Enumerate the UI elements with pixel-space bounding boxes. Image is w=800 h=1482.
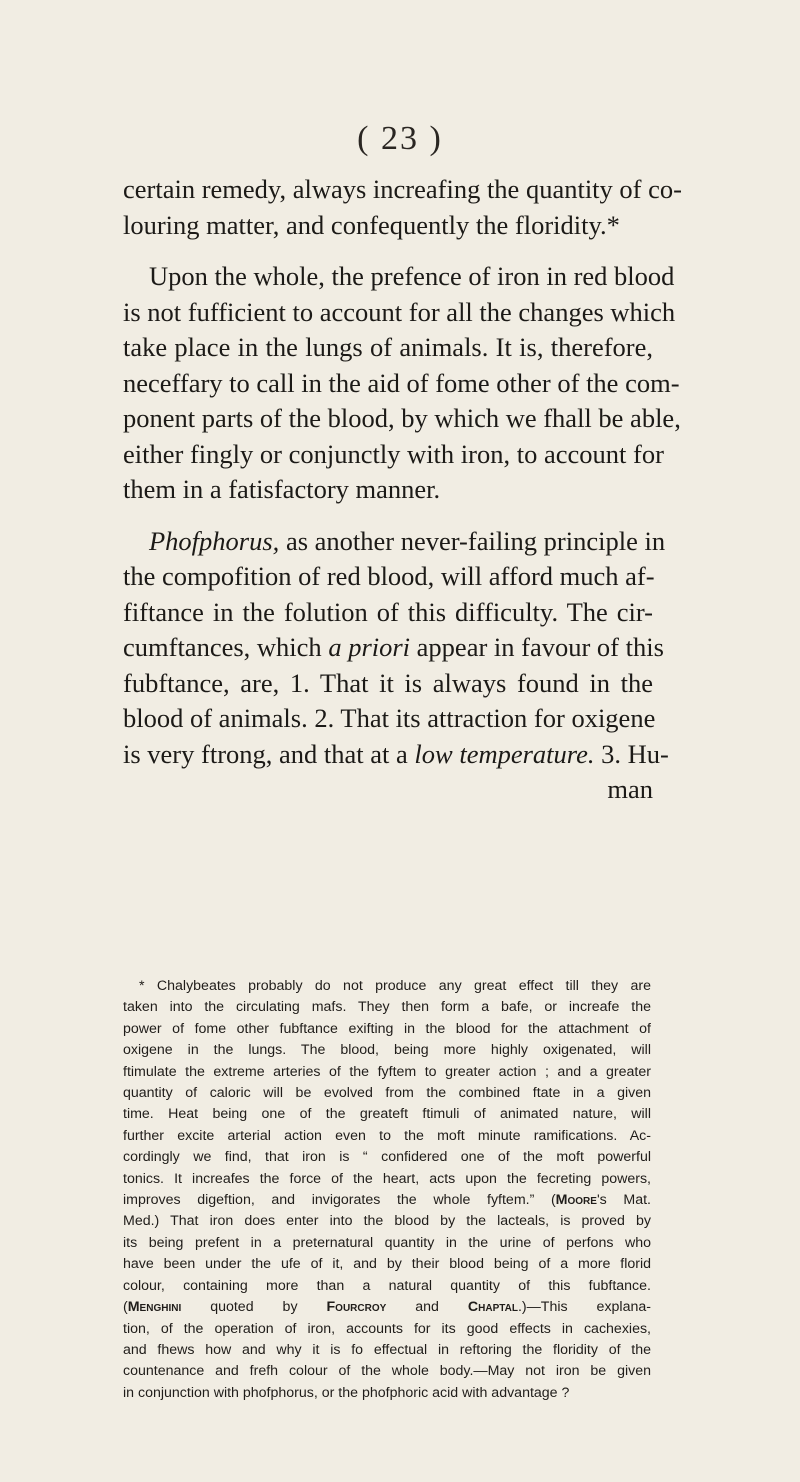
footnote-line: countenance and frefh colour of the whole body.—May not iron be given [123, 1363, 651, 1380]
text-line: them in a fatisfactory manner. [123, 474, 441, 504]
author-name: Fourcroy [326, 1299, 387, 1316]
text-line: cumftances, which a priori appear in favour of this [123, 632, 664, 662]
text-line: fiftance in the folution of this difficulty. The cir- [123, 596, 653, 627]
footnote-line: cordingly we find, that iron is “ confidered one of the moft powerful [123, 1149, 651, 1166]
text-line: Upon the whole, the prefence of iron in red blood [149, 261, 675, 291]
footnote [123, 976, 651, 1404]
footnote-line: oxigene in the lungs. The blood, being more highly oxigenated, will [123, 1042, 651, 1059]
footnote-line: Med.) That iron does enter into the blood by the lacteals, is proved by [123, 1213, 651, 1230]
footnote-line: ftimulate the extreme arteries of the fyftem to greater action ; and a greater [123, 1063, 651, 1080]
text-line: Phofphorus, as another never-failing principle in [149, 525, 666, 556]
text-line: certain remedy, always increafing the quantity of co- [123, 174, 682, 204]
italic-term: Phofphorus, [149, 525, 280, 556]
page-number: ( 23 ) [357, 120, 443, 157]
footnote-line: improves digeftion, and invigorates the whole fyftem.” (Moore's Mat. [123, 1192, 651, 1209]
text-line: ponent parts of the blood, by which we fhall be able, [123, 403, 681, 433]
footnote-line: its being prefent in a preternatural quantity in the urine of perfons who [123, 1234, 651, 1251]
footnote-line: * Chalybeates probably do not produce any great effect till they are [139, 978, 651, 994]
footnote-line: tonics. It increafes the force of the heart, acts upon the fecreting powers, [123, 1170, 651, 1187]
main-text [123, 172, 682, 808]
footnote-line: power of fome other fubftance exifting in the blood for the attachment of [123, 1020, 651, 1037]
text-line: louring matter, and confequently the floridity.* [123, 209, 620, 240]
text-line: neceffary to call in the aid of fome other of the com- [123, 367, 680, 398]
footnote-line: in conjunction with phofphorus, or the phofphoric acid with advantage ? [123, 1384, 570, 1401]
italic-term: low temperature. [414, 738, 595, 769]
italic-term: a priori [328, 632, 411, 662]
text-line: is very ftrong, and that at a low temperature. 3. Hu- [123, 738, 669, 769]
catchword: man [607, 774, 653, 804]
footnote-line: taken into the circulating mafs. They then form a bafe, or increafe the [123, 999, 651, 1016]
footnote-line: have been under the ufe of it, and by their blood being of a more florid [123, 1256, 651, 1273]
text-line: either fingly or conjunctly with iron, to account for [123, 438, 664, 469]
footnote-line: tion, of the operation of iron, accounts for its good effects in cachexies, [123, 1320, 651, 1337]
author-name: Menghini [127, 1299, 182, 1316]
footnote-line: colour, containing more than a natural quantity of this fubftance. [123, 1277, 651, 1294]
text-line: the compofition of red blood, will afford much af- [123, 561, 655, 591]
text-line: blood of animals. 2. That its attraction for oxigene [123, 703, 656, 733]
footnote-line: further excite arterial action even to the moft minute ramifications. Ac- [123, 1127, 651, 1144]
text-line: take place in the lungs of animals. It is, therefore, [123, 332, 653, 362]
text-line: is not fufficient to account for all the changes which [123, 296, 676, 327]
footnote-line: and fhews how and why it is fo effectual in reftoring the floridity of the [123, 1341, 651, 1358]
author-name: Moore [555, 1192, 597, 1209]
footnote-line: time. Heat being one of the greateft ftimuli of animated nature, will [123, 1106, 651, 1123]
footnote-line: quantity of caloric will be evolved from the combined ftate in a given [123, 1085, 651, 1102]
footnote-line: (Menghini quoted by Fourcroy and Chaptal.)—This explana- [123, 1299, 651, 1316]
text-line: fubftance, are, 1. That it is always found in the [123, 667, 653, 698]
author-name: Chaptal [467, 1299, 518, 1316]
